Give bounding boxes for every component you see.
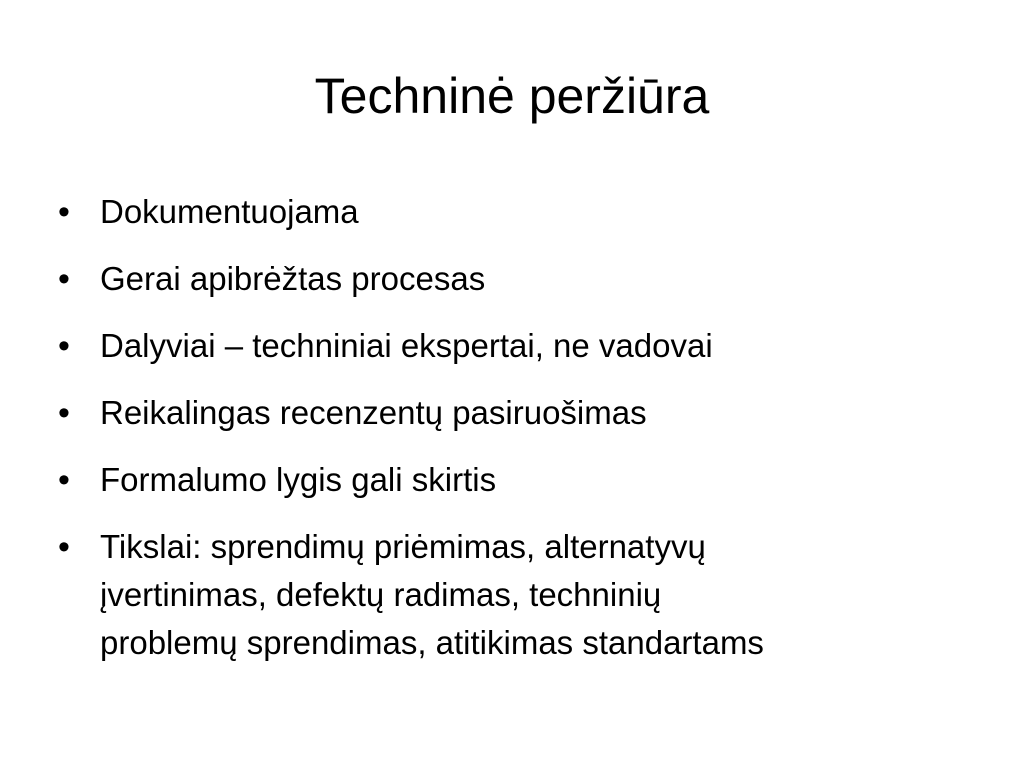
bullet-icon: • [58,528,70,566]
bullet-item [58,322,978,370]
bullet-text [100,389,647,437]
bullet-line: Formalumo lygis gali skirtis [100,461,497,498]
bullet-text [100,523,764,667]
bullet-item [58,389,978,437]
bullet-line: Dokumentuojama [100,193,359,230]
bullet-icon: • [58,193,70,231]
bullet-item [58,523,978,667]
bullet-icon: • [58,461,70,499]
bullet-line: Reikalingas recenzentų pasiruošimas [100,394,647,431]
bullet-item [58,456,978,504]
bullet-line: Gerai apibrėžtas procesas [100,260,486,297]
bullet-text [100,456,496,504]
bullet-icon: • [58,327,70,365]
bullet-line: Dalyviai – techniniai ekspertai, ne vadovai [100,327,713,364]
bullet-text [100,322,713,370]
bullet-line: įvertinimas, defektų radimas, techninių [100,576,662,613]
bullet-icon: • [58,260,70,298]
bullet-line: problemų sprendimas, atitikimas standartams [100,624,764,661]
slide-title: Techninė peržiūra [314,68,710,124]
bullet-text [100,255,485,303]
bullet-item [58,188,978,236]
bullet-list [58,188,978,686]
bullet-icon: • [58,394,70,432]
bullet-item [58,255,978,303]
bullet-line: Tikslai: sprendimų priėmimas, alternatyvų [100,528,706,565]
bullet-text [100,188,359,236]
